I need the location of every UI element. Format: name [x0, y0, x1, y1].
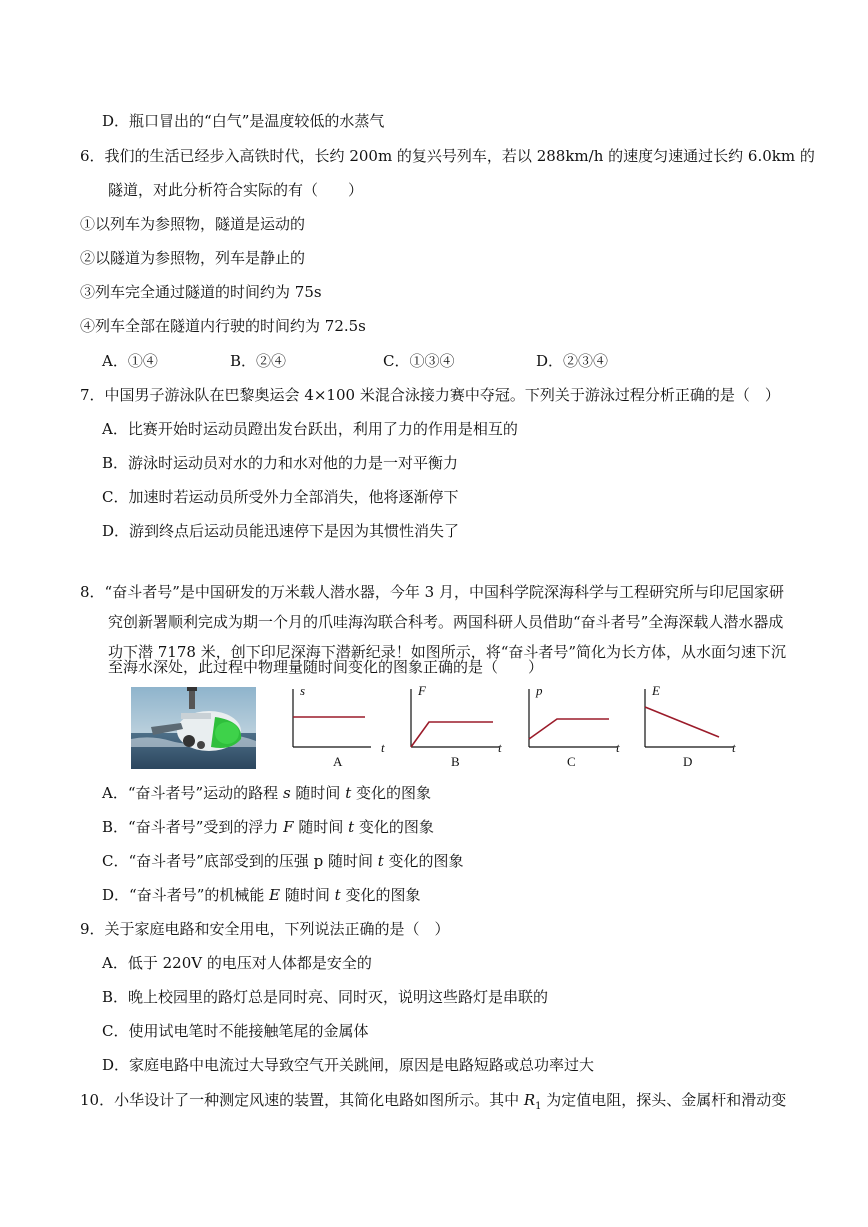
- graph-a: [285, 685, 375, 751]
- graph-b-x-label: t: [498, 740, 502, 755]
- q6-statement-1: ①以列车为参照物，隧道是运动的: [80, 215, 306, 233]
- q8-option-c: C．“奋斗者号”底部受到的压强 p 随时间 t 变化的图象: [102, 852, 464, 870]
- q9-option-b: B．晚上校园里的路灯总是同时亮、同时灭，说明这些路灯是串联的: [102, 988, 549, 1006]
- graph-d-caption: D: [683, 754, 693, 769]
- graph-a-caption: A: [333, 754, 343, 769]
- q9-option-c: C．使用试电笔时不能接触笔尾的金属体: [102, 1022, 369, 1040]
- q6-statement-2: ②以隧道为参照物，列车是静止的: [80, 249, 306, 267]
- q8-option-a: A．“奋斗者号”运动的路程 s 随时间 t 变化的图象: [102, 784, 432, 802]
- q6-statement-3: ③列车完全通过隧道的时间约为 75s: [80, 283, 322, 301]
- submersible-photo: [131, 687, 256, 769]
- q6-stem-line2: 隧道，对此分析符合实际的有（ ）: [108, 181, 364, 199]
- q7-stem: 7．中国男子游泳队在巴黎奥运会 4×100 米混合泳接力赛中夺冠。下列关于游泳过程分析正确的是（ ）: [80, 386, 780, 404]
- q9-option-d: D．家庭电路中电流过大导致空气开关跳闸，原因是电路短路或总功率过大: [102, 1056, 595, 1074]
- graph-a-y-label: s: [300, 683, 306, 698]
- q7-option-b: B．游泳时运动员对水的力和水对他的力是一对平衡力: [102, 454, 459, 472]
- graph-d-y-label: E: [652, 683, 660, 698]
- q7-option-a: A．比赛开始时运动员蹬出发台跃出，利用了力的作用是相互的: [102, 420, 518, 438]
- graph-b-caption: B: [451, 754, 460, 769]
- graph-c-y-label: p: [536, 683, 543, 698]
- graph-a-x-label: t: [381, 740, 385, 755]
- graph-c-curve: [529, 719, 609, 739]
- q6-option-c: C．①③④: [383, 352, 455, 370]
- q8-option-b: B．“奋斗者号”受到的浮力 F 随时间 t 变化的图象: [102, 818, 434, 836]
- q5-option-d: D．瓶口冒出的“白气”是温度较低的水蒸气: [102, 112, 385, 130]
- q7-option-d: D．游到终点后运动员能迅速停下是因为其惯性消失了: [102, 522, 460, 540]
- q9-stem: 9．关于家庭电路和安全用电，下列说法正确的是（ ）: [80, 920, 450, 938]
- q8-option-d: D．“奋斗者号”的机械能 E 随时间 t 变化的图象: [102, 886, 421, 904]
- graph-b-y-label: F: [418, 683, 426, 698]
- graph-c-caption: C: [567, 754, 576, 769]
- q6-option-a: A．①④: [102, 352, 158, 370]
- graph-d-x-label: t: [732, 740, 736, 755]
- q10-stem: 10．小华设计了一种测定风速的装置，其简化电路如图所示。其中 $R_1$ 为定值电阻，探头、金属杆和滑动变: [80, 1091, 787, 1112]
- q6-stem-line1: 6．我们的生活已经步入高铁时代，长约 200m 的复兴号列车，若以 288km/h 的速度匀速通过长约 6.0km 的: [80, 147, 815, 165]
- q8-stem-line3: 功下潜 7178 米，创下印尼深海下潜新纪录！如图所示，将“奋斗者号”简化为长方体，从水面匀速下沉: [108, 643, 787, 661]
- q9-option-a: A．低于 220V 的电压对人体都是安全的: [102, 954, 372, 972]
- q8-stem-line1: 8．“奋斗者号”是中国研发的万米载人潜水器，今年 3 月，中国科学院深海科学与工程研究所与印尼国家研: [80, 583, 784, 601]
- graph-c-x-label: t: [616, 740, 620, 755]
- q6-option-b: B．②④: [230, 352, 287, 370]
- q8-stem-line2: 究创新署顺利完成为期一个月的爪哇海沟联合科考。两国科研人员借助“奋斗者号”全海深载人潜水器成: [108, 613, 784, 631]
- q8-stem-line4: 至海水深处，此过程中物理量随时间变化的图象正确的是（ ）: [108, 658, 544, 676]
- q7-option-c: C．加速时若运动员所受外力全部消失，他将逐渐停下: [102, 488, 459, 506]
- q6-statement-4: ④列车全部在隧道内行驶的时间约为 72.5s: [80, 317, 366, 335]
- q6-option-d: D．②③④: [536, 352, 609, 370]
- graph-b-curve: [411, 722, 493, 747]
- graph-d-curve: [645, 707, 719, 737]
